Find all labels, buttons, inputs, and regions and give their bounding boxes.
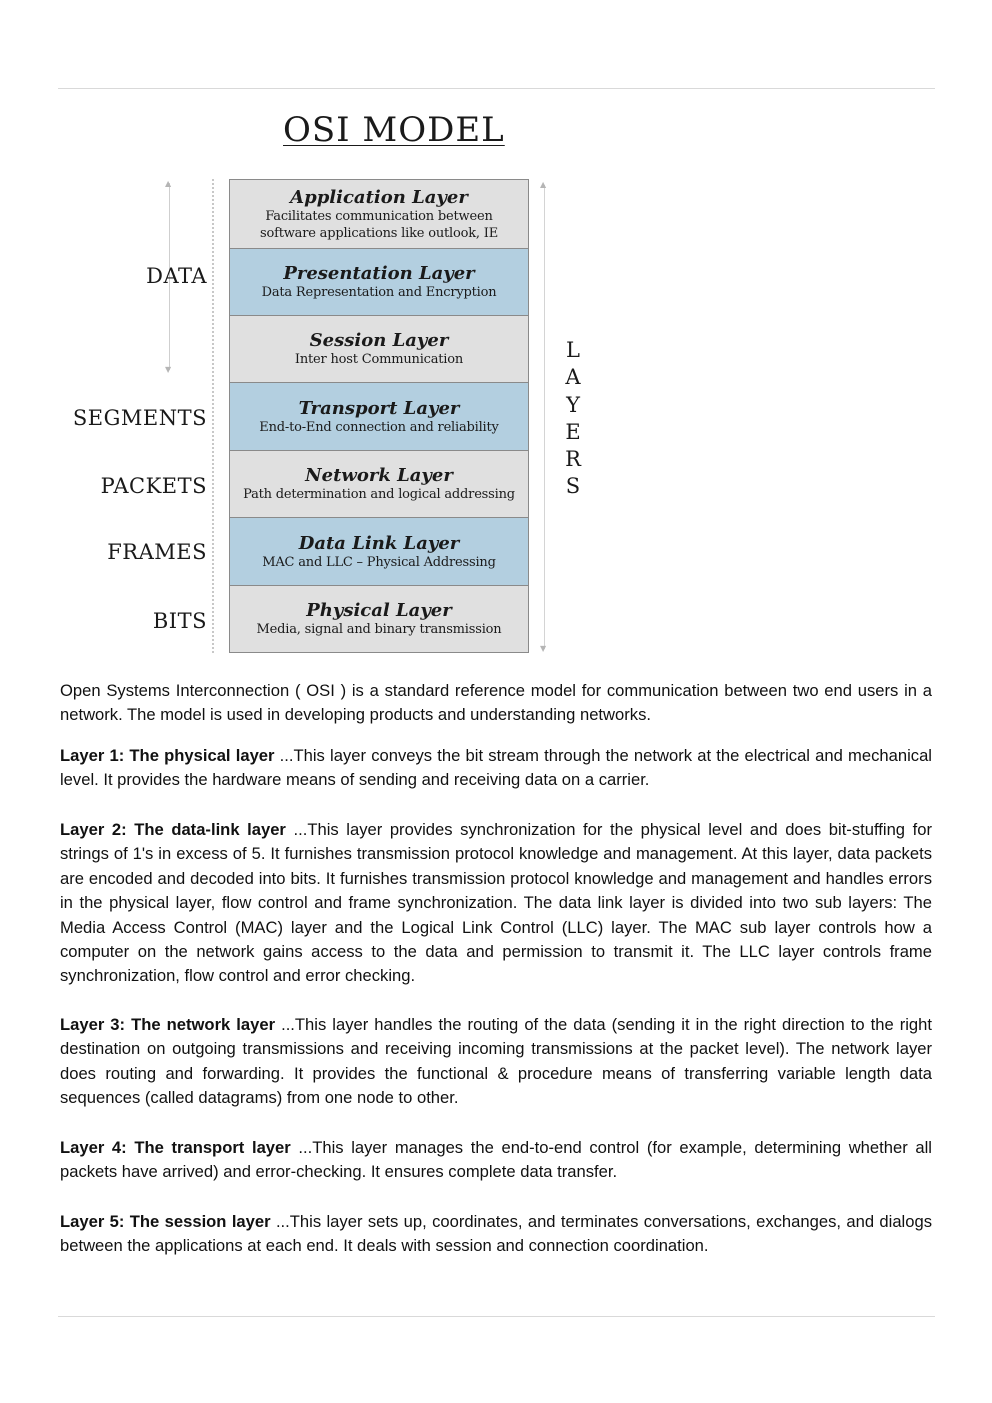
layer-name: Physical Layer bbox=[306, 600, 452, 621]
layer-4-paragraph bbox=[60, 1136, 932, 1185]
layer-stack bbox=[229, 179, 529, 653]
arrow-down-icon: ▼ bbox=[540, 644, 547, 653]
intro-paragraph: Open Systems Interconnection ( OSI ) is a standard reference model for communication between two end users in a network. The model is used in developing products and understanding networks. bbox=[60, 681, 932, 725]
unit-bits: BITS bbox=[152, 609, 207, 633]
layer-5-paragraph bbox=[60, 1210, 932, 1259]
arrow-down-icon: ▼ bbox=[165, 365, 172, 374]
unit-segments: SEGMENTS bbox=[72, 406, 207, 430]
layer-application bbox=[229, 179, 529, 248]
paragraph-heading: Layer 4: The transport layer bbox=[60, 1138, 291, 1157]
layer-transport bbox=[229, 382, 529, 450]
paragraph-body: ...This layer sets up, coordinates, and terminates conversations, exchanges, and dialogs between the applications at each end. It deals with session and connection coordination. bbox=[60, 1212, 933, 1256]
arrow-up-icon: ▲ bbox=[165, 179, 172, 188]
layer-presentation bbox=[229, 248, 529, 315]
layer-network bbox=[229, 450, 529, 517]
side-letter: Y bbox=[566, 392, 580, 417]
side-letter: E bbox=[565, 419, 581, 444]
arrow-up-icon: ▲ bbox=[540, 180, 547, 189]
layer-desc: MAC and LLC – Physical Addressing bbox=[262, 554, 496, 570]
right-range-line bbox=[544, 185, 545, 649]
layer-desc: End-to-End connection and reliability bbox=[259, 419, 499, 435]
layer-3-paragraph bbox=[60, 1013, 932, 1111]
side-letter: A bbox=[565, 365, 581, 390]
layer-physical bbox=[229, 585, 529, 653]
layer-desc: Data Representation and Encryption bbox=[261, 285, 497, 300]
layer-name: Transport Layer bbox=[298, 397, 460, 419]
unit-packets: PACKETS bbox=[100, 474, 207, 498]
layer-2-paragraph bbox=[60, 818, 932, 989]
paragraph-heading: Layer 5: The session layer bbox=[60, 1212, 271, 1231]
layer-desc: Path determination and logical addressing bbox=[243, 487, 515, 502]
layer-desc: Facilitates communication between bbox=[265, 208, 493, 224]
layer-name: Application Layer bbox=[290, 186, 468, 208]
footer-rule bbox=[58, 1316, 935, 1317]
unit-frames: FRAMES bbox=[107, 540, 207, 564]
osi-diagram bbox=[0, 0, 992, 660]
layer-desc: software applications like outlook, IE bbox=[260, 225, 498, 241]
unit-data: DATA bbox=[146, 264, 207, 288]
paragraph-body: ...This layer manages the end-to-end control (for example, determining whether all packets have arrived) and error-checking. It ensures complete data transfer. bbox=[60, 1138, 932, 1182]
side-letter: S bbox=[565, 474, 581, 499]
layer-name: Network Layer bbox=[305, 465, 453, 486]
paragraph-heading: Layer 3: The network layer bbox=[60, 1015, 276, 1034]
paragraph-heading: Layer 1: The physical layer bbox=[60, 746, 275, 765]
layer-data-link bbox=[229, 517, 529, 585]
layer-session bbox=[229, 315, 529, 382]
layer-desc: Media, signal and binary transmission bbox=[256, 622, 502, 637]
side-letter: R bbox=[565, 447, 581, 472]
paragraph-body: ...This layer handles the routing of the data (sending it in the right direction to the right destination on outgoing transmissions and receiving incoming transmissions at the packet level). The network layer does routing and forwarding. It provides the functional & procedure means of transferring variable length data sequences (called datagrams) from one node to other. bbox=[60, 1015, 932, 1108]
left-divider bbox=[212, 179, 215, 653]
layer-name: Presentation Layer bbox=[283, 263, 475, 284]
paragraph-body: ...This layer conveys the bit stream through the network at the electrical and mechanical level. It provides the hardware means of sending and receiving data on a carrier. bbox=[60, 746, 932, 790]
layer-name: Session Layer bbox=[309, 330, 449, 351]
layer-desc: Inter host Communication bbox=[294, 352, 464, 367]
layers-side-label bbox=[562, 337, 584, 501]
side-letter: L bbox=[566, 338, 580, 362]
diagram-title: OSI MODEL bbox=[283, 110, 505, 150]
layer-name: Data Link Layer bbox=[298, 532, 460, 554]
layer-1-paragraph bbox=[60, 744, 932, 793]
paragraph-heading: Layer 2: The data-link layer bbox=[60, 820, 286, 839]
paragraph-body: ...This layer provides synchronization for the physical level and does bit-stuffing for strings of 1's in excess of 5. It furnishes transmission protocol knowledge and management. At this layer, data packets are encoded and decoded into bits. It furnishes transmission protocol knowledge and management and handles errors in the physical layer, flow control and frame synchronization. The data link layer is divided into two sub layers: The Media Access Control (MAC) layer and the Logical Link Control (LLC) layer. The MAC sub layer controls how a computer on the network gains access to the data and permission to transmit it. The LLC layer controls frame synchronization, flow control and error checking. bbox=[60, 820, 932, 986]
